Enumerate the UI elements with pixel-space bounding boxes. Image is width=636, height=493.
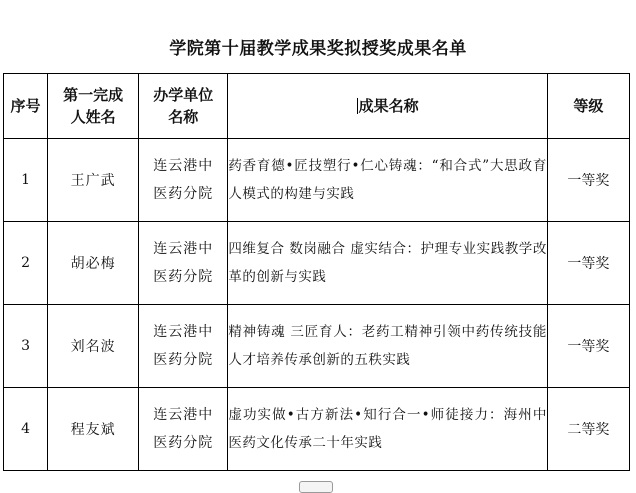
row-name-cell[interactable]: 刘名波 <box>48 305 139 388</box>
row-name-cell[interactable]: 王广武 <box>48 139 139 222</box>
row-level-cell[interactable]: 二等奖 <box>547 388 629 471</box>
row-level-cell[interactable]: 一等奖 <box>547 139 629 222</box>
row-unit-line1: 连云港中 <box>153 407 214 423</box>
header-first-author[interactable] <box>48 74 139 139</box>
page-scroll-handle[interactable] <box>299 481 333 493</box>
row-unit-cell[interactable] <box>139 305 228 388</box>
row-number-cell[interactable]: 1 <box>4 139 48 222</box>
table-row <box>4 222 630 305</box>
row-title-cell[interactable]: 虚功实做•古方新法•知行合一•师徒接力：海州中医药文化传承二十年实践 <box>228 388 548 471</box>
row-unit-line2: 医药分院 <box>153 186 214 202</box>
header-number-label: 序号 <box>10 97 41 115</box>
row-number-cell[interactable]: 2 <box>4 222 48 305</box>
row-name-cell[interactable]: 程友斌 <box>48 388 139 471</box>
header-unit-line2: 名称 <box>168 108 199 126</box>
table-row <box>4 139 630 222</box>
table-header-row <box>4 74 630 139</box>
document-title: 学院第十届教学成果奖拟授奖成果名单 <box>169 39 467 59</box>
row-title-cell[interactable]: 四维复合 数岗融合 虚实结合：护理专业实践教学改革的创新与实践 <box>228 222 548 305</box>
row-unit-line1: 连云港中 <box>153 158 214 174</box>
header-first-author-line2: 人姓名 <box>70 108 116 126</box>
row-name-cell[interactable]: 胡必梅 <box>48 222 139 305</box>
header-level[interactable] <box>547 74 629 139</box>
header-achievement[interactable] <box>228 74 548 139</box>
row-unit-line2: 医药分院 <box>153 269 214 285</box>
table-row <box>4 305 630 388</box>
header-level-label: 等级 <box>573 97 604 115</box>
text-cursor <box>357 98 358 114</box>
award-table <box>3 73 630 471</box>
row-unit-line1: 连云港中 <box>153 241 214 257</box>
header-first-author-line1: 第一完成 <box>63 86 124 104</box>
row-level-cell[interactable]: 一等奖 <box>547 222 629 305</box>
row-unit-line2: 医药分院 <box>153 352 214 368</box>
row-title-cell[interactable]: 药香育德•匠技塑行•仁心铸魂：“和合式”大思政育人模式的构建与实践 <box>228 139 548 222</box>
row-title-cell[interactable]: 精神铸魂 三匠育人：老药工精神引领中药传统技能人才培养传承创新的五秩实践 <box>228 305 548 388</box>
header-number[interactable] <box>4 74 48 139</box>
header-unit-line1: 办学单位 <box>153 86 214 104</box>
row-unit-line2: 医药分院 <box>153 435 214 451</box>
row-number-cell[interactable]: 4 <box>4 388 48 471</box>
table-row <box>4 388 630 471</box>
header-achievement-label: 成果名称 <box>358 97 419 115</box>
row-level-cell[interactable]: 一等奖 <box>547 305 629 388</box>
row-number-cell[interactable]: 3 <box>4 305 48 388</box>
row-unit-line1: 连云港中 <box>153 324 214 340</box>
header-unit[interactable] <box>139 74 228 139</box>
row-unit-cell[interactable] <box>139 139 228 222</box>
row-unit-cell[interactable] <box>139 388 228 471</box>
row-unit-cell[interactable] <box>139 222 228 305</box>
